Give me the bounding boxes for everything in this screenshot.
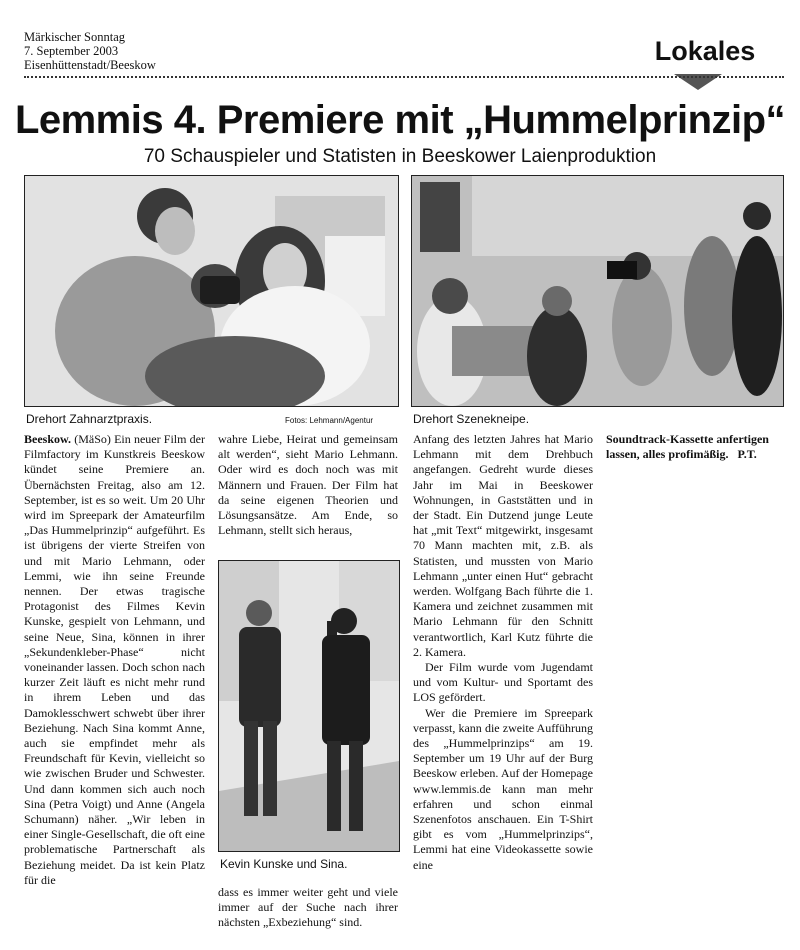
photo-dentist-office bbox=[24, 175, 399, 407]
subheadline: 70 Schauspieler und Statisten in Beeskower Laienproduktion bbox=[143, 146, 657, 167]
dateline: Beeskow. bbox=[24, 432, 72, 446]
article-column-2-top bbox=[218, 432, 398, 538]
photo-kevin-sina bbox=[218, 560, 400, 852]
photo-kevin-sina-image bbox=[219, 561, 399, 851]
article-column-2-bottom bbox=[218, 885, 398, 931]
article-paragraph: Der Film wurde vom Jugendamt und vom Kultur- und Sportamt des LOS gefördert. bbox=[413, 660, 593, 705]
article-paragraph: Anfang des letzten Jahres hat Mario Lehmann mit dem Drehbuch angefangen. Gedreht wurde dieses Jahr im Mai in Beeskower Wohnungen, in Gaststätten und in der Stadt. Ein Dutzend junge Leute hat „mit Text“ mitgewirkt, insgesamt 70 Mann machten mit, z.B. als Statisten, und mussten von Mario Lehmann „unter einen Hut“ gebracht werden. Wolfgang Bach führte die 1. Kamera und zeichnet zusammen mit Mario Lehmann für den Schnitt verantwortlich, Karl Kutz führte die 2. Kamera. bbox=[413, 432, 593, 659]
headline: Lemmis 4. Premiere mit „Hummelprinzip“ bbox=[14, 98, 786, 142]
author-signature: P.T. bbox=[737, 447, 757, 462]
article-paragraph: Wer die Premiere im Spreepark verpasst, kann die zweite Aufführung des „Hummelprinzips“ am 19. September um 19 Uhr auf der Burg Beeskow erleben. Auf der Homepage www.lemmis.de kann man mehr erfahren und schon einmal Szenenfotos anschauen. Ein T-Shirt gibt es vom „Hummelprinzips“, Lemmi hat eine Videokassette sowie eine bbox=[413, 705, 593, 872]
article-column-4 bbox=[606, 432, 782, 462]
caption-photo-pub: Drehort Szenekneipe. bbox=[413, 412, 530, 426]
article-paragraph: wahre Liebe, Heirat und gemeinsam alt werden“, sieht Mario Lehmann. Oder wird es doch noch was mit Männern und Frauen. Der Film hat da seine eigenen Theorien und Lösungsansätze. Am Ende, so Lehmann, stellt sich heraus, bbox=[218, 432, 398, 538]
article-text: Soundtrack-Kassette anfertigen lassen, alles profimäßig. bbox=[606, 432, 769, 462]
caption-photo-dentist: Drehort Zahnarztpraxis. bbox=[26, 412, 153, 426]
masthead bbox=[24, 30, 156, 72]
article-paragraph bbox=[24, 432, 205, 888]
issue-date: 7. September 2003 bbox=[24, 44, 119, 58]
photo-credit: Fotos: Lehmann/Agentur bbox=[285, 416, 374, 425]
caption-photo-kevin-sina: Kevin Kunske und Sina. bbox=[220, 857, 348, 871]
photo-pub-scene-image bbox=[412, 176, 783, 406]
section-rubric: Lokales bbox=[654, 36, 756, 66]
article-text: (MäSo) Ein neuer Film der Filmfactory im Kunstkreis Beeskow kündet seine Premiere an. Übernächsten Freitag, also am 12. September, ist es so weit. Um 20 Uhr wird im Spreepark der Amateurfilm „Das Hummelprinzip“ aufgeführt. Es ist übrigens der vierte Streifen von und mit Mario Lehmann, oder Lemmi, wie ihn seine Freunde nennen. Der etwas tragische Protagonist des Filmes Kevin Kunske, gespielt von Lehmann, und seine Neue, Sina, können in ihrer „Sekundenkleber-Phase“ nicht voneinander lassen. Doch schon nach kurzer Zeit läuft es nicht mehr rund in ihrem Leben und das Damoklesschwert schwebt über ihrer Beziehung. Nach Sina kommt Anne, auch sie empfindet mehr als Freundschaft für Kevin, vielleicht so wie zwischen Bruder und Schwester. Und dann kommen sich auch noch Sina (Petra Voigt) und Anne (Angela Schumann) näher. „Wir leben in einer Single-Gesellschaft, die oft eine problematische Partnerschaft als Beziehung meidet. Da ist kein Platz für die bbox=[24, 432, 205, 887]
article-paragraph: dass es immer weiter geht und viele immer auf der Suche nach ihrer nächsten „Exbeziehung“ sind. bbox=[218, 885, 398, 930]
article-column-3 bbox=[413, 432, 593, 873]
paper-name: Märkischer Sonntag bbox=[24, 30, 126, 44]
photo-pub-scene bbox=[411, 175, 784, 407]
article-column-1 bbox=[24, 432, 205, 888]
region-name: Eisenhüttenstadt/Beeskow bbox=[24, 58, 156, 72]
photo-dentist-office-image bbox=[25, 176, 398, 406]
header-divider bbox=[24, 76, 784, 78]
article-paragraph bbox=[606, 432, 782, 462]
